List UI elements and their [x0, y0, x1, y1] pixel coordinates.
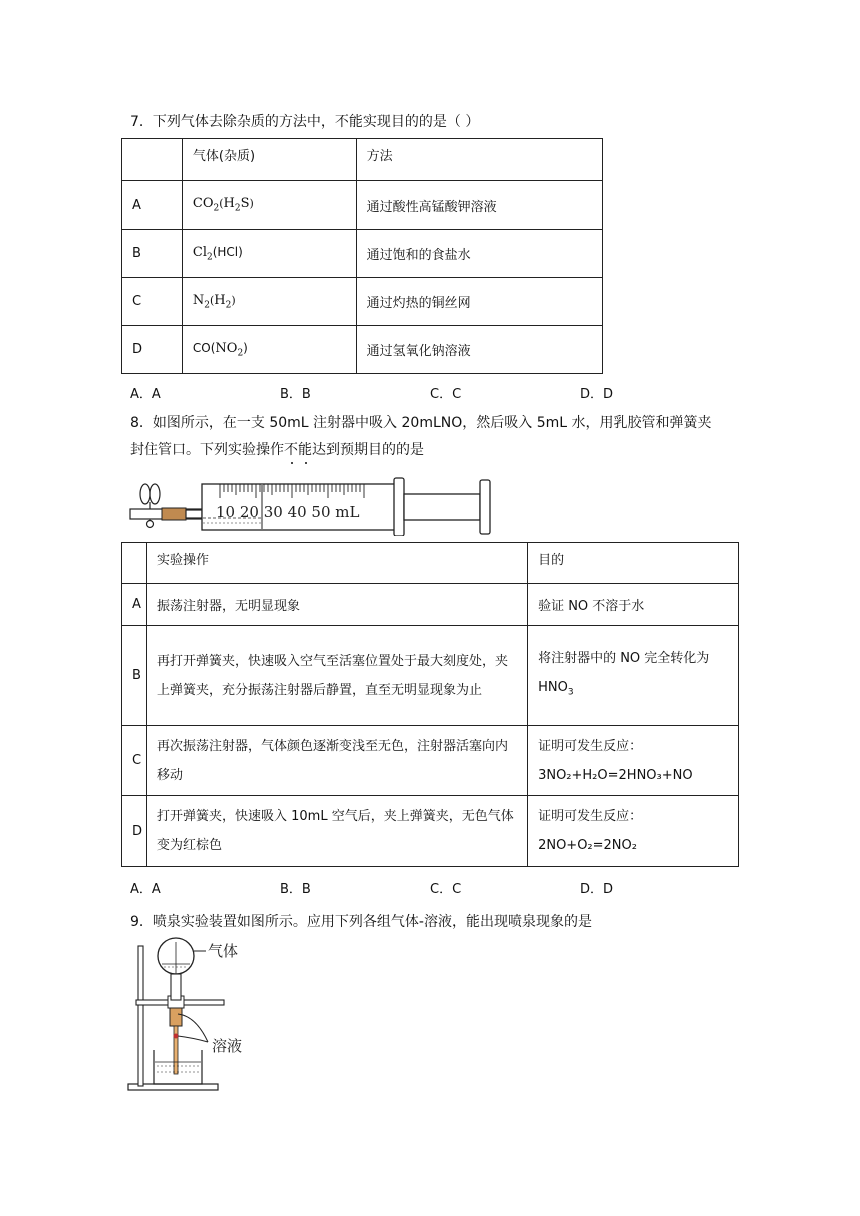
q8-row-goal: 证明可发生反应： 2NO+O₂=2NO₂: [528, 796, 739, 867]
q7-row-letter: A: [122, 181, 183, 230]
q7-row-c: [122, 278, 603, 326]
q8-row-letter: A: [122, 584, 147, 626]
q8-table: [121, 542, 739, 867]
q7-row-letter: B: [122, 230, 183, 278]
q8-row-d: [122, 796, 739, 867]
q9-title: 9．喷泉实验装置如图所示。应用下列各组气体-溶液，能出现喷泉现象的是: [130, 914, 592, 930]
q8-options: [130, 878, 690, 898]
q8-row-letter: B: [122, 626, 147, 726]
q8-line2: 封住管口。下列实验操作不 能 达到预期目的的是: [130, 437, 740, 464]
q8-emphasis-bu: 不: [284, 442, 298, 458]
q8-header-op: 实验操作: [146, 543, 527, 584]
q8-option-b[interactable]: B．B: [280, 882, 311, 897]
q7-option-b[interactable]: B．B: [280, 387, 311, 402]
q8-header-blank: [122, 543, 147, 584]
q7-row-letter: C: [122, 278, 183, 326]
q7-row-method: 通过灼热的铜丝网: [356, 278, 602, 326]
q7-option-d[interactable]: D．D: [580, 387, 614, 402]
fountain-apparatus-figure: [126, 934, 266, 1094]
q7-row-method: 通过酸性高锰酸钾溶液: [356, 181, 602, 230]
q8-row-op: 再次振荡注射器，气体颜色逐渐变浅至无色，注射器活塞向内移动: [146, 726, 527, 796]
q7-table: [121, 138, 603, 374]
q7-option-a[interactable]: A．A: [130, 387, 161, 402]
q8-stem: [130, 410, 740, 464]
q7-row-gas: $CO_2(H_2S)$: [182, 181, 356, 230]
syringe-scale-label: 10 20 30 40 50 mL: [216, 503, 360, 521]
q7-title: 7．下列气体去除杂质的方法中，不能实现目的的是（ ）: [130, 114, 480, 130]
q7-header-blank: [122, 139, 183, 181]
q7-option-c[interactable]: C．C: [430, 387, 462, 402]
q7-row-a: [122, 181, 603, 230]
q7-row-gas: $CO(NO_2)$: [182, 326, 356, 374]
q7-header-method: 方法: [356, 139, 602, 181]
q7-header-gas: 气体(杂质): [182, 139, 356, 181]
q8-header-goal: 目的: [528, 543, 739, 584]
q7-row-gas: $N_2(H_2)$: [182, 278, 356, 326]
q7-row-method: 通过饱和的食盐水: [356, 230, 602, 278]
q7-row-b: [122, 230, 603, 278]
q7-row-letter: D: [122, 326, 183, 374]
q8-row-goal: 验证 NO 不溶于水: [528, 584, 739, 626]
q8-emphasis-neng: 能: [298, 442, 312, 458]
q8-line1: 8．如图所示，在一支 50mL 注射器中吸入 20mLNO，然后吸入 5mL 水，用乳胶管和弹簧夹: [130, 415, 712, 431]
q8-row-c: [122, 726, 739, 796]
q7-row-gas: $Cl_2(HCl)$: [182, 230, 356, 278]
syringe-figure: [128, 476, 494, 536]
q8-row-b: [122, 626, 739, 726]
q8-row-goal: 将注射器中的 NO 完全转化为 $HNO_3$: [528, 626, 739, 726]
q7-row-d: [122, 326, 603, 374]
q7-row-method: 通过氢氧化钠溶液: [356, 326, 602, 374]
label-solution: 溶液: [212, 1037, 243, 1055]
q8-row-goal: 证明可发生反应： 3NO₂+H₂O=2HNO₃+NO: [528, 726, 739, 796]
q7-options: [130, 383, 690, 403]
q8-row-op: 再打开弹簧夹，快速吸入空气至活塞位置处于最大刻度处，夹上弹簧夹，充分振荡注射器后静置，直至无明显现象为止: [146, 626, 527, 726]
q8-row-letter: C: [122, 726, 147, 796]
q8-option-a[interactable]: A．A: [130, 882, 161, 897]
label-gas: 气体: [208, 942, 239, 960]
q8-row-op: 打开弹簧夹，快速吸入 10mL 空气后，夹上弹簧夹，无色气体变为红棕色: [146, 796, 527, 867]
q8-option-d[interactable]: D．D: [580, 882, 614, 897]
q8-row-letter: D: [122, 796, 147, 867]
q8-row-op: 振荡注射器，无明显现象: [146, 584, 527, 626]
q8-row-a: [122, 584, 739, 626]
q8-option-c[interactable]: C．C: [430, 882, 462, 897]
